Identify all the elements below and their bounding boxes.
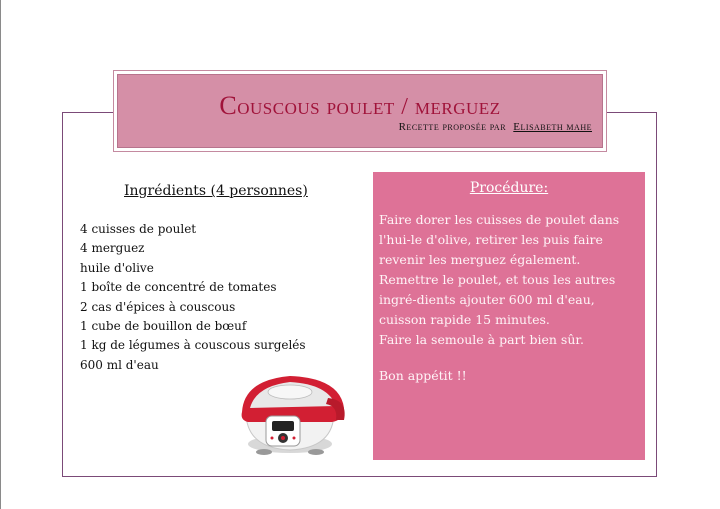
subtitle-prefix: Recette proposée par bbox=[398, 121, 507, 133]
ingredient-item: 1 cube de bouillon de bœuf bbox=[80, 318, 247, 333]
recipe-title bbox=[118, 91, 602, 121]
procedure-panel bbox=[373, 172, 645, 460]
title-banner-inner bbox=[117, 74, 603, 148]
procedure-closing: Bon appétit !! bbox=[379, 368, 467, 383]
recipe-title-initial: C bbox=[219, 91, 238, 120]
ingredients-heading: Ingrédients (4 personnes) bbox=[124, 183, 308, 199]
ingredient-item: 4 cuisses de poulet bbox=[80, 222, 197, 236]
procedure-step: Faire la semoule à part bien sûr. bbox=[379, 332, 584, 347]
procedure-step: Faire dorer les cuisses de poulet dans l'hui-le d'olive, retirer les puis faire revenir les merguez également. bbox=[379, 212, 620, 267]
recipe-author: Elisabeth mahe bbox=[513, 121, 592, 133]
ingredient-item: 4 merguez bbox=[80, 241, 145, 256]
pressure-cooker-icon bbox=[232, 368, 350, 456]
ingredient-item: 1 boîte de concentré de tomates bbox=[80, 280, 277, 295]
ingredient-item: 600 ml d'eau bbox=[80, 357, 159, 372]
ingredient-item: 2 cas d'épices à couscous bbox=[80, 299, 236, 314]
title-banner bbox=[113, 70, 607, 152]
recipe-title-rest: ouscous poulet / merguez bbox=[237, 94, 501, 120]
procedure-step: Remettre le poulet, et tous les autres ingré-dients ajouter 600 ml d'eau, cuisson rapide 15 minutes. bbox=[379, 272, 616, 327]
page-edge bbox=[0, 0, 1, 509]
ingredients-list bbox=[80, 220, 306, 375]
ingredient-item: huile d'olive bbox=[80, 260, 154, 275]
procedure-heading: Procédure: bbox=[469, 180, 549, 196]
recipe-subtitle bbox=[399, 121, 592, 133]
ingredient-item: 1 kg de légumes à couscous surgelés bbox=[80, 338, 306, 353]
